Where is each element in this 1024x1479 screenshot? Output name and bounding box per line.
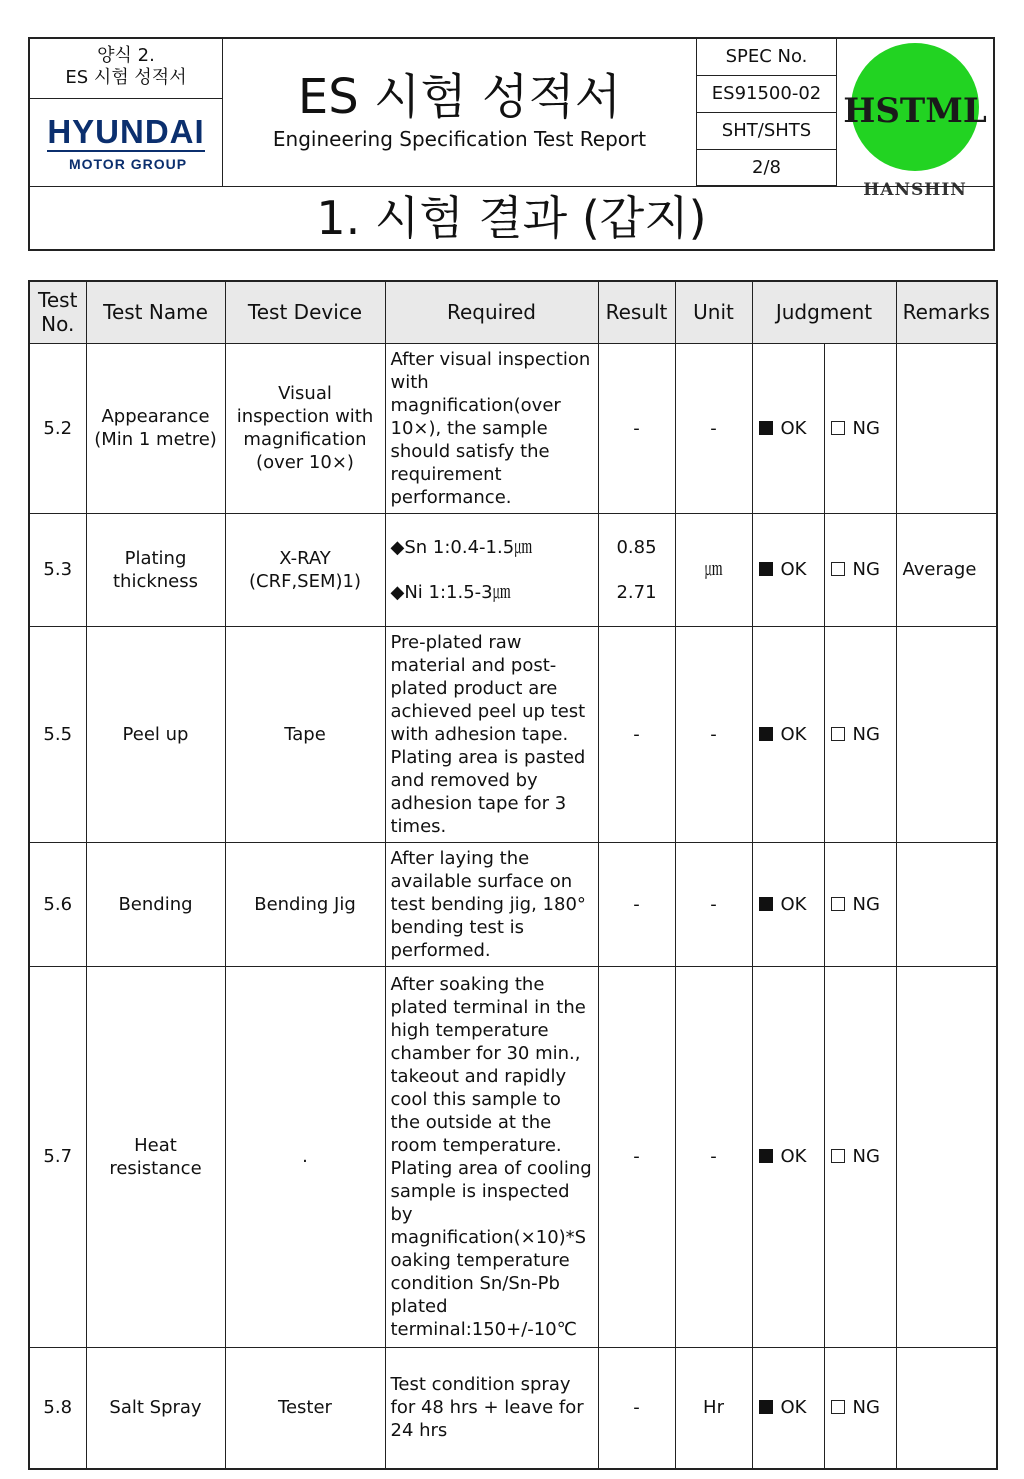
judgment-ng: NG — [824, 343, 896, 513]
required: After laying the available surface on test bending jig, 180° bending test is performed. — [385, 842, 598, 966]
judgment-ng: NG — [824, 513, 896, 626]
judgment-ok: OK — [752, 842, 824, 966]
unchecked-box-icon — [831, 897, 845, 911]
remarks — [896, 1347, 997, 1469]
unit: - — [675, 842, 752, 966]
test-no: 5.2 — [29, 343, 86, 513]
judgment-ng: NG — [824, 1347, 896, 1469]
table-row — [29, 1347, 997, 1469]
judgment-ok: OK — [752, 966, 824, 1347]
header-remarks: Remarks — [896, 281, 997, 343]
remarks — [896, 626, 997, 842]
test-no: 5.6 — [29, 842, 86, 966]
unchecked-box-icon — [831, 727, 845, 741]
remarks — [896, 966, 997, 1347]
test-name: Appearance (Min 1 metre) — [86, 343, 225, 513]
spec-label: SPEC No. — [697, 39, 837, 76]
table-row — [29, 343, 997, 513]
required: Test condition spray for 48 hrs + leave for 24 hrs — [385, 1347, 598, 1469]
required-sn: ◆Sn 1:0.4-1.5㎛ — [390, 536, 533, 558]
report-title: ES 시험 성적서 — [297, 69, 622, 125]
unchecked-box-icon — [831, 1149, 845, 1163]
page-number: 2/8 — [697, 150, 837, 186]
results-table — [28, 280, 998, 1470]
form-name: ES 시험 성적서 — [65, 67, 187, 88]
unchecked-box-icon — [831, 562, 845, 576]
test-name: Peel up — [86, 626, 225, 842]
remarks — [896, 343, 997, 513]
test-no: 5.7 — [29, 966, 86, 1347]
hstml-logo — [837, 39, 993, 199]
table-row — [29, 966, 997, 1347]
checked-box-icon — [759, 897, 773, 911]
table-header-row — [29, 281, 997, 343]
result: - — [598, 1347, 675, 1469]
table-row — [29, 513, 997, 626]
checked-box-icon — [759, 1149, 773, 1163]
test-device: X-RAY (CRF,SEM)1) — [225, 513, 385, 626]
report-subtitle: Engineering Specification Test Report — [272, 127, 647, 151]
required — [385, 513, 598, 626]
table-row — [29, 626, 997, 842]
hstml-logo-icon — [837, 39, 993, 199]
required: After visual inspection with magnification(over 10×), the sample should satisfy the requirement performance. — [385, 343, 598, 513]
remarks — [896, 842, 997, 966]
test-device: Bending Jig — [225, 842, 385, 966]
result: - — [598, 966, 675, 1347]
test-device: . — [225, 966, 385, 1347]
result-ni: 2.71 — [616, 581, 657, 603]
required: Pre-plated raw material and post-plated product are achieved peel up test with adhesion tape. Plating area is pasted and removed by adhesion tape for 3 times. — [385, 626, 598, 842]
test-name: Bending — [86, 842, 225, 966]
table-row — [29, 842, 997, 966]
header-test-device: Test Device — [225, 281, 385, 343]
judgment-ng: NG — [824, 842, 896, 966]
judgment-ok: OK — [752, 1347, 824, 1469]
header-result: Result — [598, 281, 675, 343]
judgment-ng: NG — [824, 966, 896, 1347]
header-test-name: Test Name — [86, 281, 225, 343]
header-test-no: Test No. — [29, 281, 86, 343]
hyundai-name: HYUNDAI — [47, 113, 205, 150]
title-block — [223, 39, 697, 186]
checked-box-icon — [759, 727, 773, 741]
hyundai-logo-icon — [31, 99, 221, 186]
judgment-ok: OK — [752, 626, 824, 842]
spec-type: SHT/SHTS — [697, 113, 837, 150]
result: - — [598, 626, 675, 842]
checked-box-icon — [759, 562, 773, 576]
hanshin-text: HANSHIN — [863, 180, 967, 199]
test-name: Plating thickness — [86, 513, 225, 626]
remarks: Average — [896, 513, 997, 626]
required: After soaking the plated terminal in the high temperature chamber for 30 min., takeout and rapidly cool this sample to the outside at the room temperature. Plating area of cooling sample is inspected by magnification(×10)*Soaking temperature condition Sn/Sn-Pb plated terminal:150+/-10℃ — [385, 966, 598, 1347]
form-number: 양식 2. — [97, 45, 155, 66]
result: - — [598, 842, 675, 966]
test-device: Tester — [225, 1347, 385, 1469]
judgment-ok: OK — [752, 513, 824, 626]
unchecked-box-icon — [831, 421, 845, 435]
test-name: Heat resistance — [86, 966, 225, 1347]
form-label — [30, 39, 223, 99]
unchecked-box-icon — [831, 1400, 845, 1414]
section-title: 1. 시험 결과 (갑지) — [30, 186, 993, 249]
result: - — [598, 343, 675, 513]
result-sn: 0.85 — [616, 536, 657, 558]
checked-box-icon — [759, 421, 773, 435]
hyundai-group: MOTOR GROUP — [68, 156, 188, 172]
report-header — [28, 37, 995, 251]
header-judgment: Judgment — [752, 281, 896, 343]
hyundai-logo — [30, 99, 223, 186]
checked-box-icon — [759, 1400, 773, 1414]
header-required: Required — [385, 281, 598, 343]
test-no: 5.5 — [29, 626, 86, 842]
test-no: 5.8 — [29, 1347, 86, 1469]
judgment-ng: NG — [824, 626, 896, 842]
test-device: Visual inspection with magnification (over 10×) — [225, 343, 385, 513]
unit: ㎛ — [675, 513, 752, 626]
test-device: Tape — [225, 626, 385, 842]
required-ni: ◆Ni 1:1.5-3㎛ — [390, 581, 511, 603]
test-no: 5.3 — [29, 513, 86, 626]
unit: - — [675, 626, 752, 842]
hstml-text: HSTML — [843, 91, 987, 131]
spec-number: ES91500-02 — [697, 76, 837, 113]
test-name: Salt Spray — [86, 1347, 225, 1469]
unit: Hr — [675, 1347, 752, 1469]
unit: - — [675, 343, 752, 513]
unit: - — [675, 966, 752, 1347]
judgment-ok: OK — [752, 343, 824, 513]
result — [598, 513, 675, 626]
header-unit: Unit — [675, 281, 752, 343]
